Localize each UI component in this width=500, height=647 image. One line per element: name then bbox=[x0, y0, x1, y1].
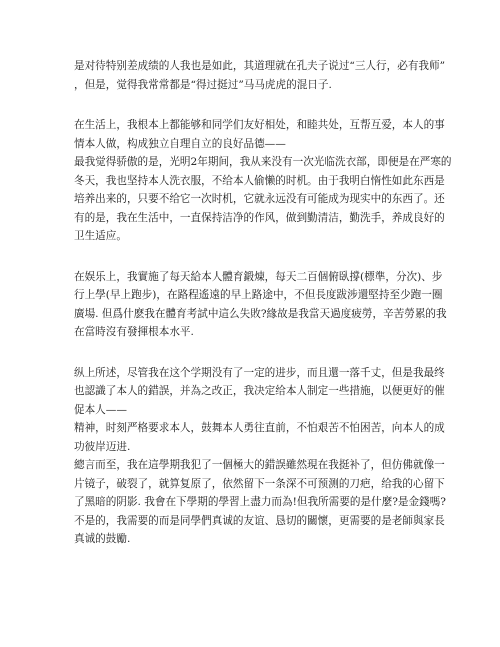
text-line: 行上學(早上跑步)，在路程遙遠的早上路途中，不但長度跋涉還堅持至少跑一圈 bbox=[74, 289, 443, 301]
text-line: 功彼岸迈进. bbox=[74, 440, 131, 453]
text-line: 在生活上，我根本上都能够和同学们友好相处，和睦共处，互帮互爱，本人的事 bbox=[74, 119, 445, 131]
text-line: 總言而至，我在這學期我犯了一個極大的錯誤雖然現在我挺补了，但仿佛就像一 bbox=[74, 459, 445, 471]
paragraph-3 bbox=[74, 268, 447, 342]
paragraph-1 bbox=[74, 57, 446, 94]
text-line: 最我觉得骄傲的是，光明2年期间，我从来没有一次光临洗衣部，即便是在严寒的 bbox=[74, 156, 452, 168]
paragraph-2 bbox=[74, 116, 452, 246]
text-line: 促本人—— bbox=[74, 403, 127, 416]
text-line: 情本人做，构成独立自理自立的良好品德—— bbox=[74, 137, 286, 150]
text-line: 纵上所述，尽管我在这个学期没有了一定的进步，而且還一落千丈，但是我最终 bbox=[74, 366, 445, 379]
text-line: 真诚的鼓勵. bbox=[74, 533, 131, 545]
text-line: 廣場. 但爲什麽我在體育考試中這么失敗?緣故是我當天過度疲勞，辛苦勞累的我 bbox=[74, 307, 447, 320]
text-line: 了黑暗的阴影. 我會在下學期的學習上盡力而為!但我所需要的是什麼?是金錢嗎? bbox=[74, 496, 446, 508]
text-line: 培养出来的，只要不给它一次时机，它就永远没有可能成为现实中的东西了。还 bbox=[74, 193, 445, 205]
text-line: 在當時沒有發揮根本水平. bbox=[74, 326, 194, 338]
text-line: ，但是，觉得我常常都是“得过挺过”马马虎虎的混日子. bbox=[74, 78, 332, 91]
text-line: 在娱乐上，我實施了每天給本人體育鍛煉，每天二百個俯臥撐(標準，分次)、步 bbox=[74, 270, 443, 283]
text-line: 也認識了本人的錯誤，并為之改正，我决定给本人制定一些措施，以便更好的催 bbox=[74, 385, 445, 397]
paragraph-4 bbox=[74, 364, 446, 549]
text-line: 有的是，我在生活中，一直保持洁净的作风，做到勤清洁，勤洗手，养成良好的 bbox=[74, 211, 445, 224]
text-line: 精神，时刻严格要求本人，鼓舞本人勇往直前，不怕艰苦不怕困苦，向本人的成 bbox=[74, 422, 445, 434]
text-line: 冬天，我也坚持本人洗衣服，不给本人偷懒的时机。由于我明白惰性如此东西是 bbox=[74, 174, 445, 187]
text-line: 片镜子，破裂了，就算复原了，依然留下一条深不可预测的刀疤，给我的心留下 bbox=[74, 477, 445, 490]
text-line: 卫生适应。 bbox=[74, 230, 127, 242]
text-line: 是对待特别差成绩的人我也是如此，其道理就在孔夫子说过“三人行，必有我师” bbox=[74, 60, 446, 72]
text-line: 不是的，我需要的而是同學們真诚的友谊、恳切的關懷，更需要的是老師與家長 bbox=[74, 514, 445, 527]
